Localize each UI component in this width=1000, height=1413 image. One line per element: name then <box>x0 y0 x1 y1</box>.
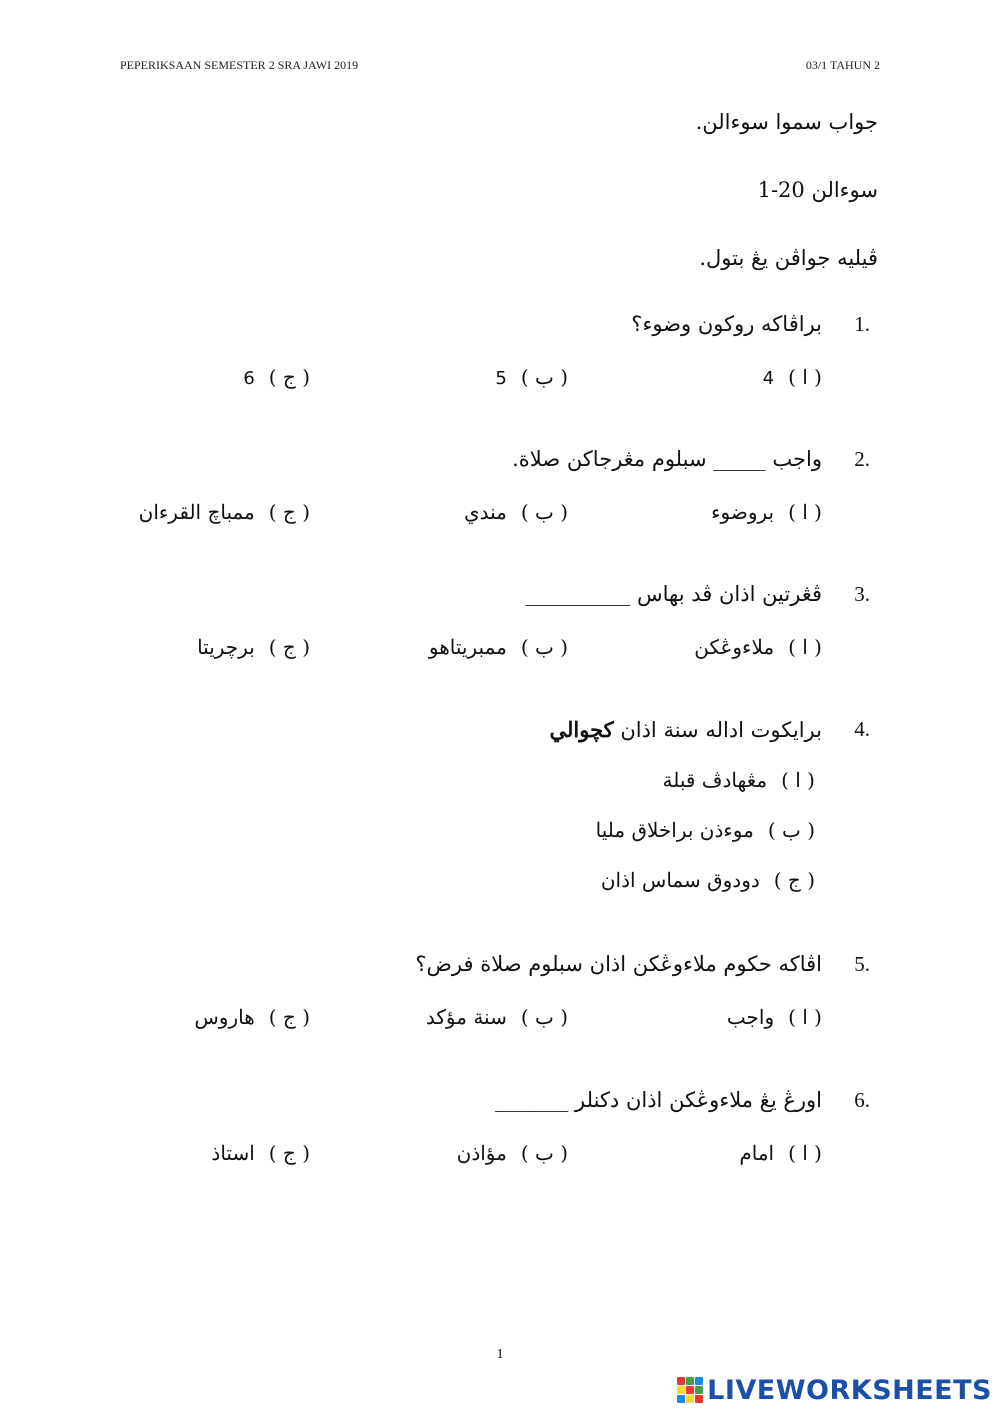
option-text: بروضوء <box>711 500 775 524</box>
option-text: ممباچ القرءان <box>138 500 255 524</box>
instruction-answer-all: جواب سموا سوءالن. <box>695 110 878 134</box>
option-b[interactable] <box>426 1005 568 1029</box>
option-text: واجب <box>726 1005 775 1029</box>
option-b[interactable] <box>457 1141 568 1165</box>
option-label: ( ب ) <box>520 1141 568 1165</box>
header-exam-title: PEPERIKSAAN SEMESTER 2 SRA JAWI 2019 <box>120 58 359 72</box>
option-text: موءذن براخلاق مليا <box>595 818 754 842</box>
question-text: واجب _____ سبلوم مڠرجاكن صلاة. <box>512 447 822 471</box>
question-text: براڤاكه روكون وضوء؟ <box>631 312 822 336</box>
page-number: 1 <box>496 1347 504 1362</box>
option-label: ( ب ) <box>520 635 568 659</box>
option-a[interactable] <box>663 768 816 792</box>
question-number: 3. <box>854 582 870 606</box>
option-b[interactable] <box>464 500 568 524</box>
option-text: 5 <box>495 368 507 389</box>
option-text: امام <box>739 1141 775 1165</box>
option-label: ( ا ) <box>788 1005 822 1029</box>
option-label: ( ج ) <box>268 635 310 659</box>
question-number: 4. <box>854 717 870 741</box>
option-b[interactable] <box>596 818 815 842</box>
option-label: ( ج ) <box>268 500 310 524</box>
option-label: ( ب ) <box>767 818 815 842</box>
option-text: 6 <box>243 368 255 389</box>
option-c[interactable] <box>139 500 310 524</box>
option-text: ممبريتاهو <box>428 635 507 659</box>
question-text: اورڠ يڠ ملاءوڠكن اذان دكنلر _______ <box>494 1088 822 1112</box>
instruction-question-range: سوءالن 20-1 <box>757 178 878 202</box>
option-label: ( ج ) <box>268 365 310 389</box>
option-a[interactable] <box>727 1005 822 1029</box>
option-c[interactable] <box>194 1005 310 1029</box>
option-label: ( ا ) <box>788 365 822 389</box>
header-paper-code: 03/1 TAHUN 2 <box>805 58 880 72</box>
option-label: ( ج ) <box>773 868 815 892</box>
instruction-choose-correct: ڤيليه جواڤن يڠ بتول. <box>699 246 878 270</box>
option-a[interactable] <box>739 1141 822 1165</box>
option-label: ( ب ) <box>520 365 568 389</box>
question-text: ڤڠرتين اذان ڤد بهاس __________ <box>525 582 822 606</box>
option-text: مڠهادڤ قبلة <box>662 768 768 792</box>
question-number: 2. <box>854 447 870 471</box>
option-b[interactable] <box>495 365 568 389</box>
option-text: مؤاذن <box>456 1141 507 1165</box>
option-text: ملاءوڠكن <box>694 635 775 659</box>
question-text: اڤاكه حكوم ملاءوڠكن اذان سبلوم صلاة فرض؟ <box>415 952 822 976</box>
option-text: استاذ <box>211 1141 255 1165</box>
option-text: 4 <box>762 368 775 389</box>
question-text-emphasis: كچوالي <box>549 717 614 742</box>
option-label: ( ا ) <box>788 500 822 524</box>
option-label: ( ب ) <box>520 500 568 524</box>
option-label: ( ا ) <box>788 635 822 659</box>
question-text <box>550 717 823 742</box>
option-c[interactable] <box>197 635 310 659</box>
option-label: ( ج ) <box>268 1141 310 1165</box>
option-text: دودوق سماس اذان <box>600 868 760 892</box>
option-label: ( ا ) <box>781 768 815 792</box>
option-text: سنة مؤكد <box>425 1005 507 1029</box>
question-text-main: برايكوت اداله سنة اذان <box>620 718 822 742</box>
option-text: برچريتا <box>197 635 255 659</box>
question-number: 5. <box>854 952 870 976</box>
option-b[interactable] <box>429 635 568 659</box>
option-c[interactable] <box>243 365 310 389</box>
option-text: مندي <box>463 500 507 524</box>
option-label: ( ب ) <box>520 1005 568 1029</box>
option-c[interactable] <box>211 1141 310 1165</box>
option-a[interactable] <box>694 635 822 659</box>
option-c[interactable] <box>601 868 815 892</box>
liveworksheets-wordmark: LIVEWORKSHEETS <box>707 1374 992 1406</box>
liveworksheets-logo[interactable] <box>677 1375 992 1405</box>
option-label: ( ج ) <box>268 1005 310 1029</box>
liveworksheets-icon <box>677 1377 703 1403</box>
option-a[interactable] <box>711 500 822 524</box>
option-a[interactable] <box>763 365 822 389</box>
option-label: ( ا ) <box>788 1141 822 1165</box>
question-number: 1. <box>854 312 870 336</box>
question-number: 6. <box>854 1088 870 1112</box>
option-text: هاروس <box>194 1005 255 1029</box>
